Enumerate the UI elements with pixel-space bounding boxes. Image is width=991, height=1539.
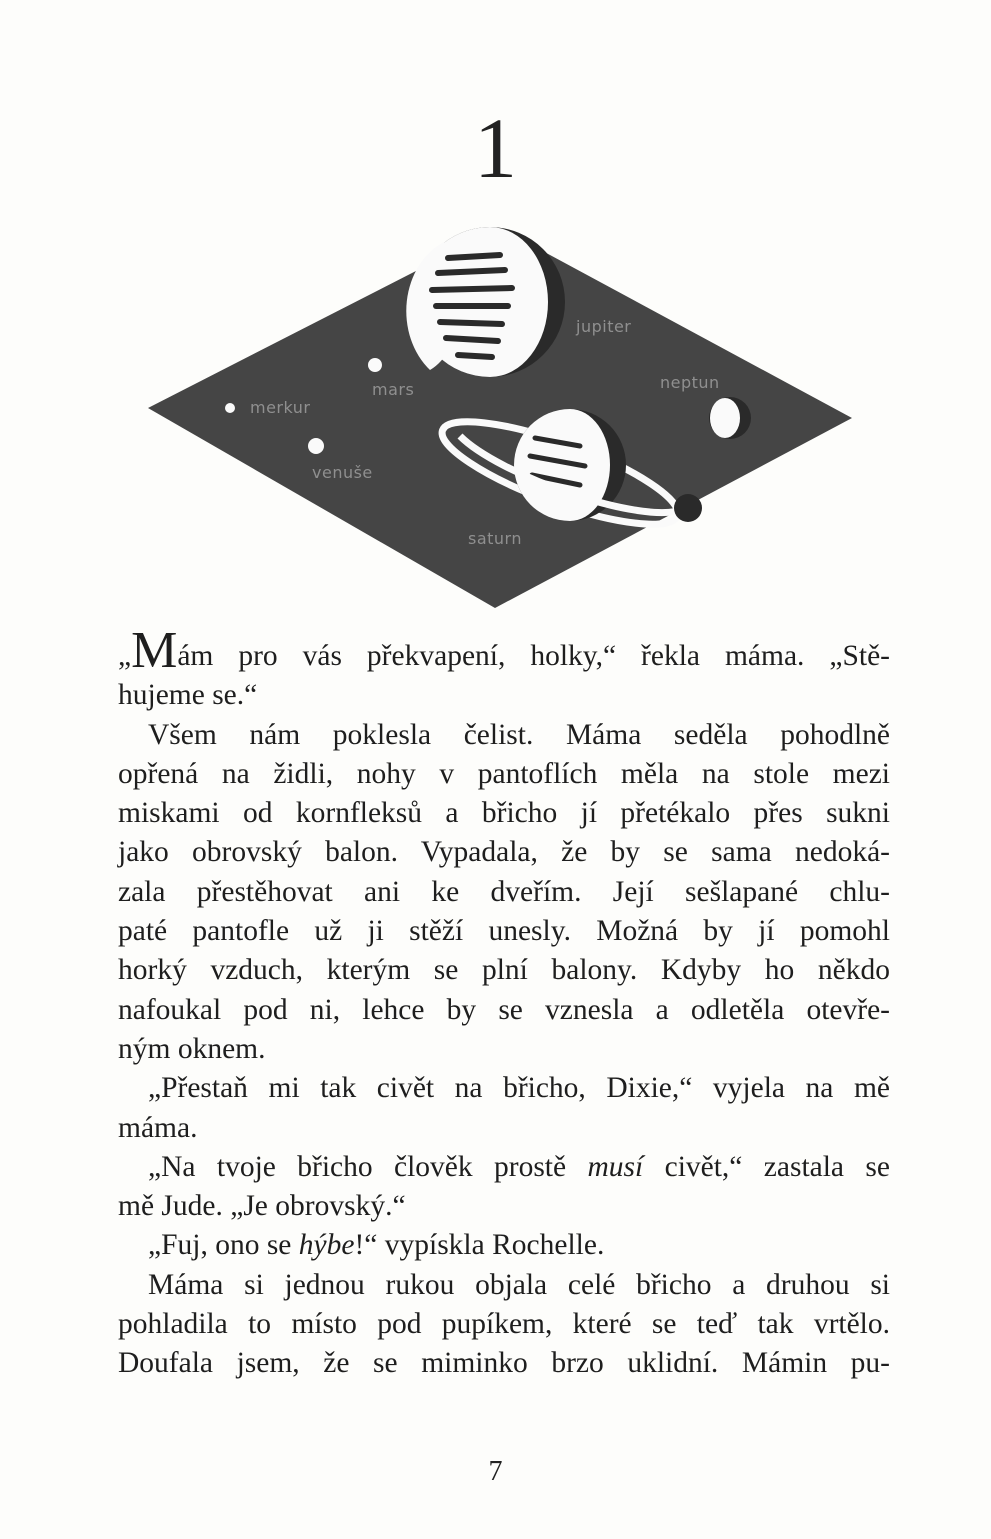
text-span: civět,“ zastala se xyxy=(643,1150,890,1183)
text-span: !“ vypískla Rochelle. xyxy=(354,1229,605,1262)
mars-planet xyxy=(368,358,382,372)
text-line: paté pantofle už ji stěží unesly. Možná by jí pomohl xyxy=(118,915,890,948)
emphasis-text: hýbe xyxy=(298,1229,355,1262)
text-line xyxy=(118,622,890,679)
text-line: opřená na židli, nohy v pantoflích měla na stole mezi xyxy=(118,757,890,790)
label-venuse: venuše xyxy=(312,463,373,482)
solar-system-illustration xyxy=(140,210,860,610)
text-line: máma. xyxy=(118,1111,198,1144)
text-line: Všem nám poklesla čelist. Máma seděla pohodlně xyxy=(148,718,890,751)
illustration-svg xyxy=(140,210,860,610)
text-span: „Fuj, ono se xyxy=(148,1229,299,1262)
text-line xyxy=(118,1226,890,1265)
text-span: ám pro vás překvapení, holky,“ řekla máma. „Stě- xyxy=(177,640,890,672)
text-line: zala přestěhovat ani ke dveřím. Její sešlapané chlu- xyxy=(118,875,890,908)
text-line xyxy=(118,1148,890,1187)
text-line: nafoukal pod ni, lehce by se vznesla a odletěla otevře- xyxy=(118,993,890,1026)
label-saturn: saturn xyxy=(468,529,522,548)
label-neptun: neptun xyxy=(660,373,720,392)
jupiter-planet xyxy=(406,227,565,377)
text-line: „Přestaň mi tak civět na břicho, Dixie,“ vyjela na mě xyxy=(148,1072,890,1105)
venuse-planet xyxy=(308,438,324,454)
label-mars: mars xyxy=(372,380,415,399)
opening-quote: „ xyxy=(118,640,132,672)
text-line: Doufala jsem, že se miminko brzo uklidní. Mámin pu- xyxy=(118,1347,890,1380)
merkur-planet xyxy=(225,403,235,413)
emphasis-text: musí xyxy=(587,1150,644,1183)
neptun-planet xyxy=(709,397,751,439)
page-number: 7 xyxy=(488,1456,503,1487)
text-line: hujeme se.“ xyxy=(118,679,258,712)
chapter-text xyxy=(118,622,890,1384)
chapter-number: 1 xyxy=(474,100,517,196)
drop-cap: M xyxy=(131,622,178,679)
text-line: mě Jude. „Je obrovský.“ xyxy=(118,1190,406,1223)
text-line: horký vzduch, kterým se plní balony. Kdyby ho někdo xyxy=(118,954,890,987)
text-span: „Na tvoje břicho člověk prostě xyxy=(148,1150,588,1183)
label-jupiter: jupiter xyxy=(576,317,632,336)
text-line: pohladila to místo pod pupíkem, které se teď tak vrtělo. xyxy=(118,1308,890,1341)
text-line: jako obrovský balon. Vypadala, že by se sama nedoká- xyxy=(118,836,890,869)
text-line: miskami od kornfleksů a břicho jí přetékalo přes sukni xyxy=(118,797,890,830)
text-line: ným oknem. xyxy=(118,1032,266,1065)
label-merkur: merkur xyxy=(250,398,311,417)
text-line: Máma si jednou rukou objala celé břicho a druhou si xyxy=(148,1268,890,1301)
